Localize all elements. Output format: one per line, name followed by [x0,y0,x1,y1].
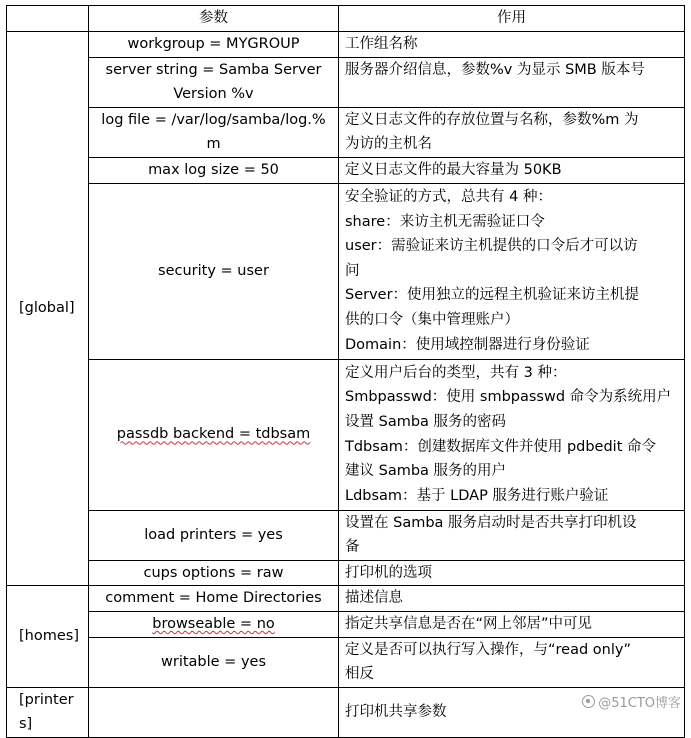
desc-text: Ldbsam：基于 LDAP 服务进行账户验证 [345,487,609,504]
desc-text: 打印机共享参数 [345,704,447,721]
param-cell [89,183,339,359]
param-text: Version %v [173,86,254,103]
desc-cell [339,32,685,58]
param-cell [89,107,339,157]
section-homes: [homes] [7,586,89,687]
desc-cell [339,183,685,359]
desc-cell [339,359,685,510]
desc-text: 相反 [345,666,374,683]
desc-text: Domain：使用域控制器进行身份验证 [345,336,590,353]
param-text: load printers = yes [144,526,283,543]
table-row [7,107,685,157]
desc-text: 定义日志文件的存放位置与名称，参数%m 为 [345,111,639,128]
desc-text: 描述信息 [345,590,403,607]
table-row [7,32,685,58]
param-cell [89,32,339,58]
param-text: comment = Home Directories [105,590,322,607]
table-row [7,57,685,107]
desc-cell [339,510,685,560]
param-text: security = user [158,262,269,279]
desc-text: 为访的主机名 [345,136,432,153]
desc-text: 打印机的选项 [345,564,432,581]
desc-text: 服务器介绍信息，参数%v 为显示 SMB 版本号 [345,61,645,78]
desc-text: 定义用户后台的类型，共有 3 种： [345,364,567,381]
desc-cell [339,560,685,586]
section-global: [global] [7,32,89,586]
desc-text: 定义日志文件的最大容量为 50KB [345,161,562,178]
param-text: writable = yes [161,653,266,670]
param-cell [89,57,339,107]
param-text: workgroup = MYGROUP [127,36,300,52]
table-row [7,157,685,183]
param-cell [89,359,339,510]
desc-text: Smbpasswd：使用 smbpasswd 命令为系统用户 [345,389,672,406]
desc-text: Tdbsam：创建数据库文件并使用 pdbedit 命令 [345,438,656,455]
desc-text: 供的口令（集中管理账户） [345,311,519,328]
param-cell [89,157,339,183]
desc-text: 安全验证的方式，总共有 4 种： [345,188,552,205]
header-param: 参数 [89,6,339,32]
desc-text: 工作组名称 [345,36,418,52]
desc-text: 指定共享信息是否在“网上邻居”中可见 [345,615,593,632]
desc-cell [339,637,685,687]
desc-cell [339,611,685,637]
param-cell [89,560,339,586]
desc-text: 设置 Samba 服务的密码 [345,413,507,430]
table-row [7,359,685,510]
desc-text: Server：使用独立的远程主机验证来访主机提 [345,287,640,304]
watermark [582,692,681,711]
param-text: max log size = 50 [148,161,279,178]
desc-text: 定义是否可以执行写入操作，与“read only” [345,641,631,658]
param-text: passdb backend = tdbsam [116,426,311,443]
param-cell [89,586,339,612]
param-text: log file = /var/log/samba/log.%m [101,111,326,153]
desc-cell [339,157,685,183]
param-text: browseable = no [152,615,275,632]
desc-text: 备 [345,539,360,556]
header-desc: 作用 [339,6,685,32]
table-row [7,560,685,586]
desc-cell [339,586,685,612]
table-row [7,510,685,560]
param-cell [89,510,339,560]
desc-text: 建议 Samba 服务的用户 [345,463,507,480]
param-cell [89,637,339,687]
section-printers: [printers] [7,687,89,737]
table-row [7,637,685,687]
desc-cell [339,57,685,107]
param-cell [89,611,339,637]
param-cell [89,687,339,737]
desc-text: 问 [345,262,360,279]
param-text: cups options = raw [143,564,284,581]
samba-config-table [6,5,685,738]
table-row [7,611,685,637]
header-row [7,6,685,32]
table-row [7,183,685,359]
desc-text: share：来访主机无需验证口令 [345,213,545,230]
desc-text: user：需验证来访主机提供的口令后才可以访 [345,238,638,255]
blog-logo-icon [582,695,595,708]
table-row [7,586,685,612]
desc-cell [339,107,685,157]
watermark-text: @51CTO博客 [598,696,681,711]
param-text: server string = Samba Server [105,61,322,78]
desc-text: 设置在 Samba 服务启动时是否共享打印机设 [345,514,637,531]
header-blank [7,6,89,32]
